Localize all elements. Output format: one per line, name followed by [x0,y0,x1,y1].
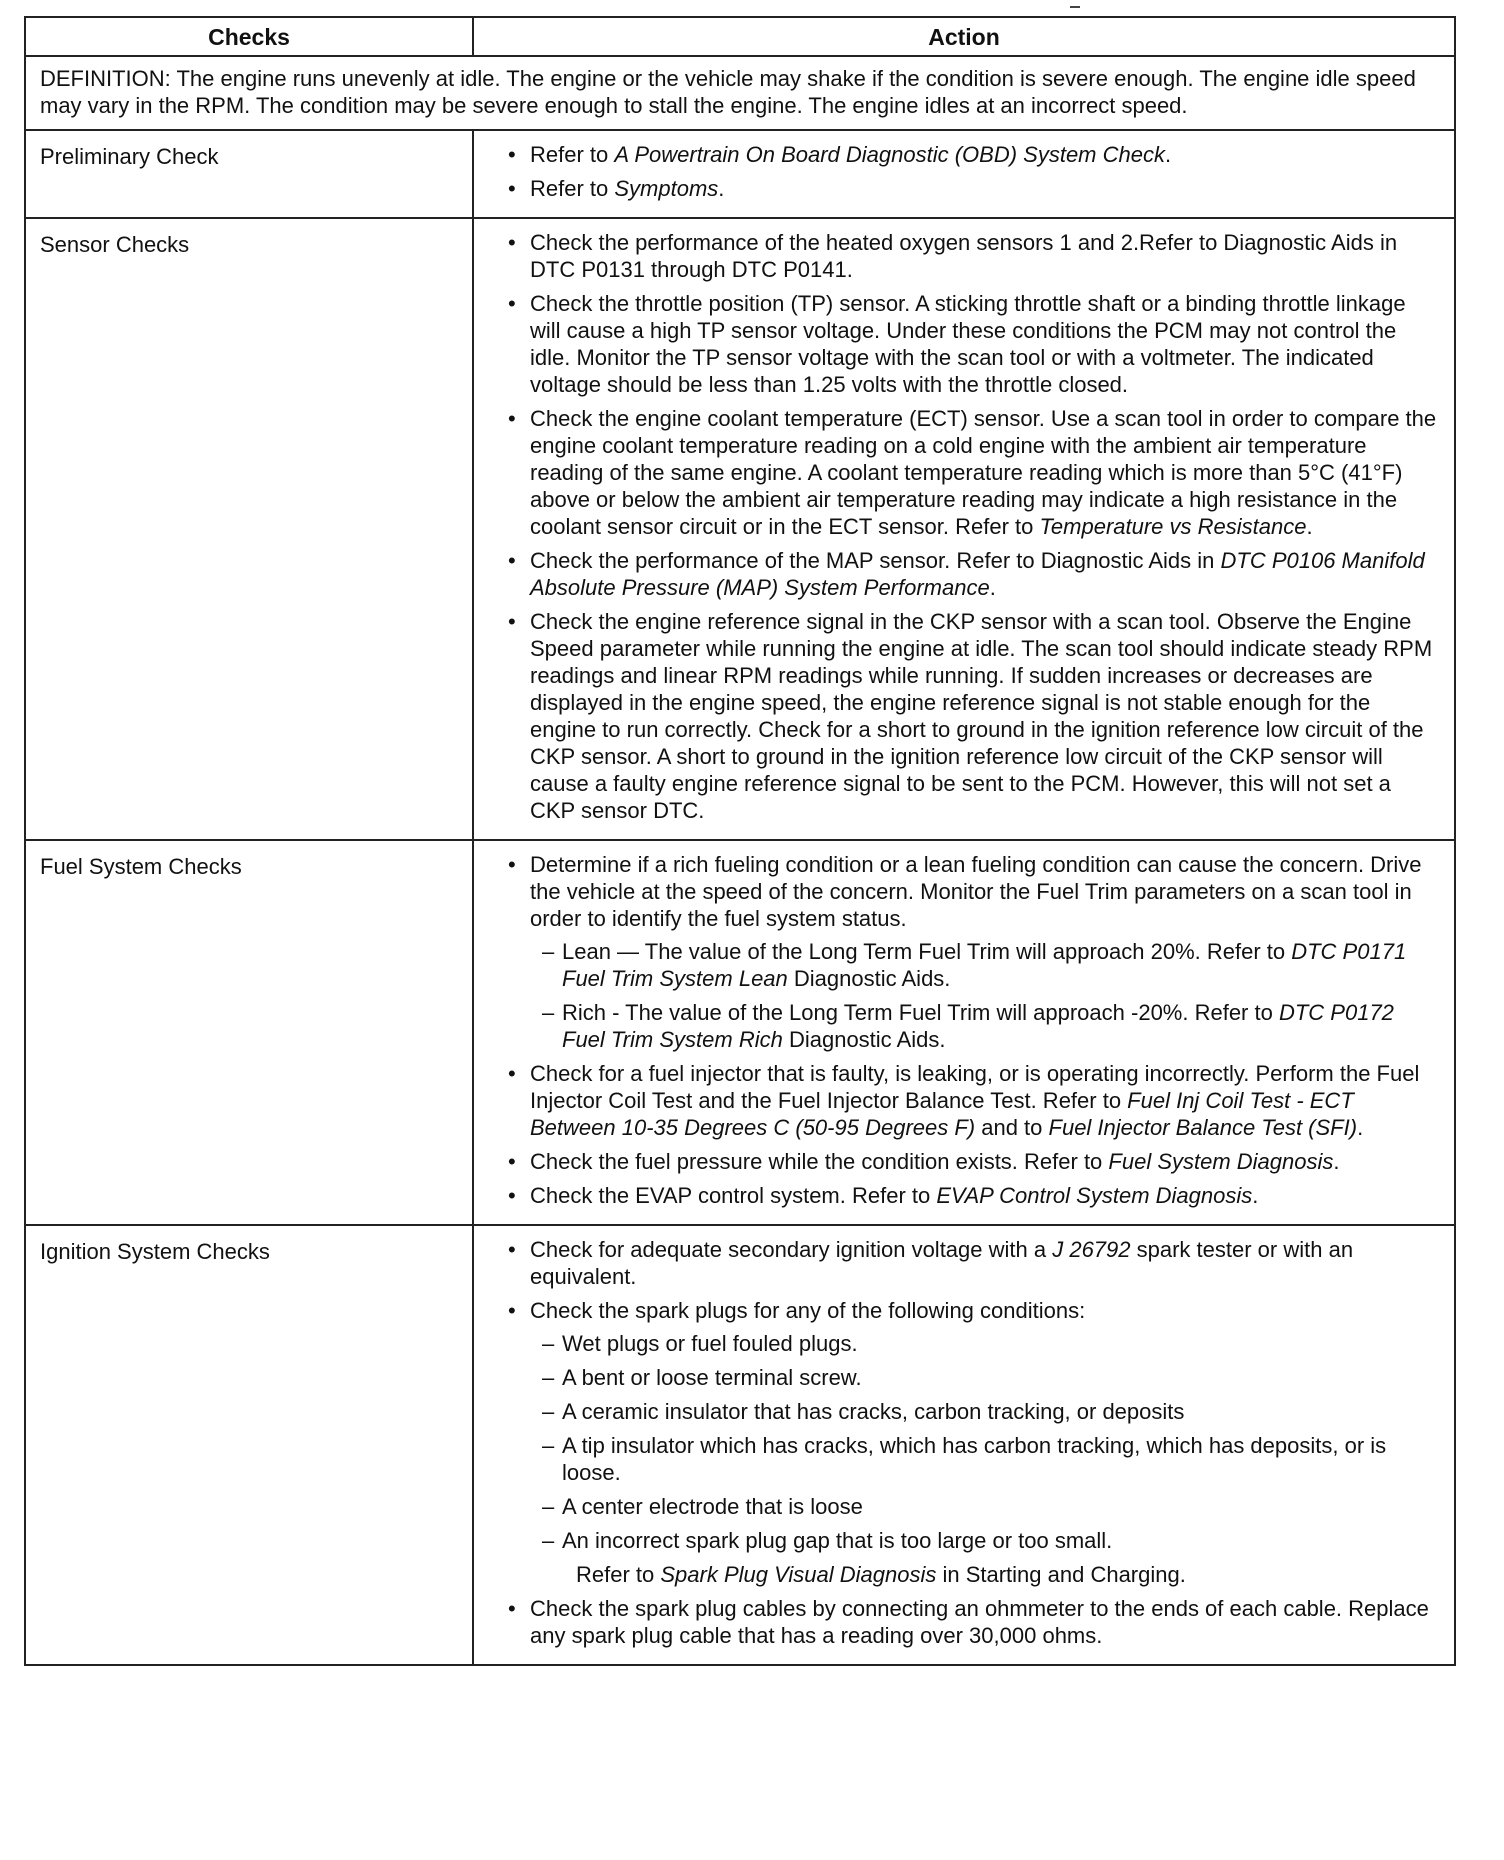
action-text: and to [975,1115,1049,1140]
sub-list [530,1330,1440,1554]
action-text: Check for a fuel injector that is faulty, is leaking, or is operating incorrectly. Perform the Fuel Injector Coil Test and the Fuel Injector Balance Test. Refer to [530,1061,1420,1113]
action-item [508,547,1440,601]
action-text: . [989,575,996,600]
reference-text: DTC P0172 Fuel Trim System Rich [562,1000,1394,1052]
reference-text: Temperature vs Resistance [1039,514,1307,539]
action-text: Check the throttle position (TP) sensor. A sticking throttle shaft or a binding throttle linkage will cause a high TP sensor voltage. Under these conditions the PCM may not control the idle. Monitor the TP sensor voltage with the scan tool or with a voltmeter. The indicated voltage should be less than 1.25 volts with the throttle closed. [530,291,1406,397]
table-header-row [25,17,1455,56]
action-item [508,405,1440,540]
sub-item [542,1493,1440,1520]
action-cell [473,1225,1455,1665]
action-text: Check the spark plugs for any of the following conditions: [530,1298,1086,1323]
sub-item [542,999,1440,1053]
table-row [25,840,1455,1225]
action-list [508,851,1440,1209]
action-text: Check the performance of the MAP sensor. Refer to Diagnostic Aids in [530,548,1221,573]
sub-item [542,938,1440,992]
action-text: . [718,176,725,201]
sub-item [542,1330,1440,1357]
action-text: Refer to [576,1562,661,1587]
action-cell [473,218,1455,840]
sub-item [542,1527,1440,1554]
action-text: Check for adequate secondary ignition voltage with a [530,1237,1053,1262]
definition-text: DEFINITION: The engine runs unevenly at idle. The engine or the vehicle may shake if the condition is severe enough. The engine idle speed may vary in the RPM. The condition may be severe enough to stall the engine. The engine idles at an incorrect speed. [25,56,1455,130]
action-item [508,1236,1440,1290]
action-text: Check the engine reference signal in the CKP sensor with a scan tool. Observe the Engine Speed parameter while running the engine at idle. The scan tool should indicate steady RPM readings and linear RPM readings while running. If sudden increases or decreases are displayed in the engine speed, the engine reference signal is not stable enough for the engine to run correctly. Check for a short to ground in the ignition reference low circuit of the CKP sensor. A short to ground in the ignition reference low circuit of the CKP sensor will cause a faulty engine reference signal to be sent to the PCM. However, this will not set a CKP sensor DTC. [530,609,1433,823]
check-name: Preliminary Check [25,130,473,218]
action-cell [473,840,1455,1225]
reference-text: Fuel System Diagnosis [1108,1149,1334,1174]
action-item [508,1297,1440,1588]
action-text: Check the fuel pressure while the condition exists. Refer to [530,1149,1109,1174]
action-text: A center electrode that is loose [562,1494,863,1519]
diagnostic-table [24,16,1456,1666]
action-text: in Starting and Charging. [936,1562,1186,1587]
action-item [508,175,1440,202]
check-name: Ignition System Checks [25,1225,473,1665]
check-name: Fuel System Checks [25,840,473,1225]
action-text: Check the performance of the heated oxygen sensors 1 and 2.Refer to Diagnostic Aids in DTC P0131 through DTC P0141. [530,230,1398,282]
action-text: . [1252,1183,1259,1208]
action-list [508,1236,1440,1649]
table-row [25,218,1455,840]
action-text: A bent or loose terminal screw. [562,1365,862,1390]
check-name: Sensor Checks [25,218,473,840]
action-text: . [1306,514,1313,539]
reference-text: Fuel Injector Balance Test (SFI) [1048,1115,1358,1140]
action-item [508,1148,1440,1175]
action-text: Wet plugs or fuel fouled plugs. [562,1331,858,1356]
action-text: Refer to [530,176,615,201]
reference-text: DTC P0171 Fuel Trim System Lean [562,939,1407,991]
action-text: Check the engine coolant temperature (ECT) sensor. Use a scan tool in order to compare the engine coolant temperature reading on a cold engine with the ambient air temperature reading of the same engine. A coolant temperature reading which is more than 5°C (41°F) above or below the ambient air temperature reading may indicate a high resistance in the coolant sensor circuit or in the ECT sensor. Refer to [530,406,1437,539]
table-row [25,1225,1455,1665]
action-text: Check the spark plug cables by connecting an ohmmeter to the ends of each cable. Replace any spark plug cable that has a reading over 30,000 ohms. [530,1596,1429,1648]
action-text: . [1357,1115,1364,1140]
reference-text: EVAP Control System Diagnosis [936,1183,1253,1208]
action-text: Check the EVAP control system. Refer to [530,1183,937,1208]
action-item [508,1182,1440,1209]
reference-text: A Powertrain On Board Diagnostic (OBD) System Check [614,142,1165,167]
action-text: Determine if a rich fueling condition or a lean fueling condition can cause the concern. Drive the vehicle at the speed of the concern. Monitor the Fuel Trim parameters on a scan tool in order to identify the fuel system status. [530,852,1422,931]
sub-list [530,938,1440,1053]
action-text: An incorrect spark plug gap that is too large or too small. [562,1528,1113,1553]
reference-note [576,1561,1440,1588]
action-item [508,1060,1440,1141]
action-text: Refer to [530,142,615,167]
action-list [508,141,1440,202]
sub-item [542,1364,1440,1391]
action-list [508,229,1440,824]
action-item [508,851,1440,1053]
checks-column-header: Checks [25,17,473,56]
action-item [508,290,1440,398]
action-column-header: Action [473,17,1455,56]
action-text: A tip insulator which has cracks, which has carbon tracking, which has deposits, or is loose. [562,1433,1387,1485]
action-item [508,608,1440,824]
table-row [25,130,1455,218]
action-text: . [1333,1149,1340,1174]
action-cell [473,130,1455,218]
action-item [508,141,1440,168]
action-text: Rich - The value of the Long Term Fuel Trim will approach -20%. Refer to [562,1000,1279,1025]
reference-text: Symptoms [614,176,719,201]
action-item [508,229,1440,283]
action-text: Diagnostic Aids. [787,966,951,991]
reference-text: J 26792 [1052,1237,1131,1262]
definition-row [25,56,1455,130]
action-text: A ceramic insulator that has cracks, carbon tracking, or deposits [562,1399,1185,1424]
sub-item [542,1398,1440,1425]
sub-item [542,1432,1440,1486]
action-text: Lean — The value of the Long Term Fuel Trim will approach 20%. Refer to [562,939,1292,964]
reference-text: Fuel Inj Coil Test - ECT Between 10-35 Degrees C (50-95 Degrees F) [530,1088,1354,1140]
action-text: Diagnostic Aids. [782,1027,946,1052]
action-item [508,1595,1440,1649]
scan-mark [1070,6,1080,8]
reference-text: DTC P0106 Manifold Absolute Pressure (MAP) System Performance [530,548,1425,600]
reference-text: Spark Plug Visual Diagnosis [660,1562,937,1587]
action-text: spark tester or with an equivalent. [530,1237,1354,1289]
action-text: . [1164,142,1172,167]
